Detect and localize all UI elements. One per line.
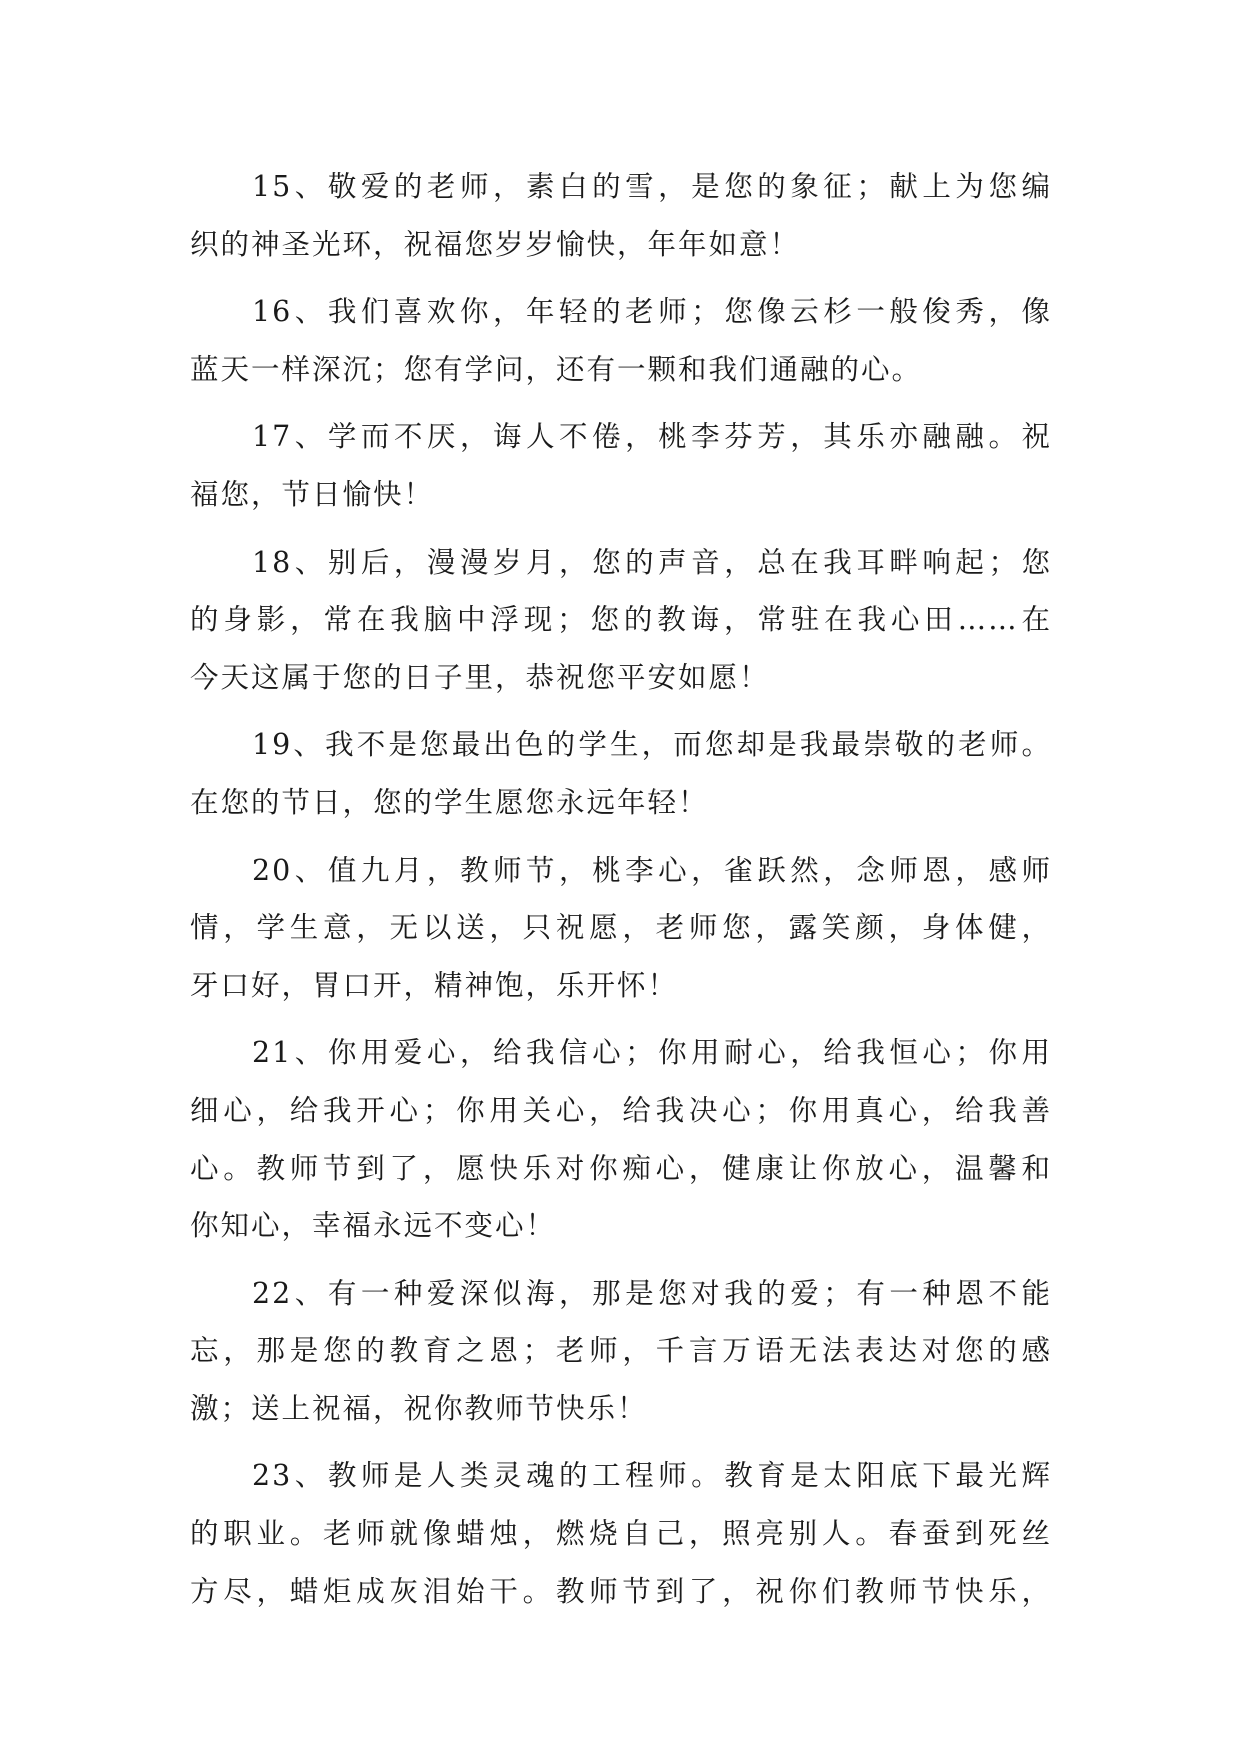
paragraph-18 — [190, 534, 1052, 707]
paragraph-line: 17、学而不厌，诲人不倦，桃李芬芳，其乐亦融融。祝 — [252, 420, 1052, 454]
paragraph-line: 细心，给我开心；你用关心，给我决心；你用真心，给我善 — [190, 1093, 1052, 1127]
paragraph-line: 方尽，蜡炬成灰泪始干。教师节到了，祝你们教师节快乐， — [190, 1574, 1052, 1608]
paragraph-line: 22、有一种爱深似海，那是您对我的爱；有一种恩不能 — [252, 1276, 1052, 1310]
paragraph-line: 心。教师节到了，愿快乐对你痴心，健康让你放心，温馨和 — [190, 1151, 1052, 1185]
paragraph-line: 的身影，常在我脑中浮现；您的教诲，常驻在我心田……在 — [190, 603, 1052, 637]
paragraph-line: 忘，那是您的教育之恩；老师，千言万语无法表达对您的感 — [190, 1334, 1052, 1368]
paragraph-line: 15、敬爱的老师，素白的雪，是您的象征；献上为您编 — [252, 170, 1052, 203]
paragraph-line: 织的神圣光环，祝福您岁岁愉快，年年如意！ — [190, 227, 801, 261]
document-body — [190, 158, 1052, 1630]
paragraph-15 — [190, 158, 1052, 273]
paragraph-line: 18、别后，漫漫岁月，您的声音，总在我耳畔响起；您 — [252, 545, 1052, 579]
paragraph-21 — [190, 1024, 1052, 1254]
paragraph-line: 福您，节日愉快！ — [190, 477, 435, 511]
paragraph-line: 情，学生意，无以送，只祝愿，老师您，露笑颜，身体健， — [190, 911, 1052, 945]
paragraph-line: 激；送上祝福，祝你教师节快乐！ — [190, 1391, 648, 1425]
paragraph-20 — [190, 842, 1052, 1015]
paragraph-line: 19、我不是您最出色的学生，而您却是我最崇敬的老师。 — [252, 728, 1052, 762]
paragraph-line: 你知心，幸福永远不变心！ — [190, 1209, 557, 1243]
paragraph-line: 在您的节日，您的学生愿您永远年轻！ — [190, 785, 709, 819]
paragraph-line: 的职业。老师就像蜡烛，燃烧自己，照亮别人。春蚕到死丝 — [190, 1517, 1052, 1551]
paragraph-line: 23、教师是人类灵魂的工程师。教育是太阳底下最光辉 — [252, 1459, 1052, 1493]
paragraph-22 — [190, 1265, 1052, 1438]
paragraph-line: 牙口好，胃口开，精神饱，乐开怀！ — [190, 968, 679, 1002]
paragraph-line: 20、值九月，教师节，桃李心，雀跃然，念师恩，感师 — [252, 853, 1052, 887]
paragraph-23 — [190, 1447, 1052, 1620]
paragraph-16 — [190, 283, 1052, 398]
paragraph-17 — [190, 408, 1052, 523]
paragraph-19 — [190, 716, 1052, 831]
paragraph-line: 蓝天一样深沉；您有学问，还有一颗和我们通融的心。 — [190, 352, 923, 386]
paragraph-line: 今天这属于您的日子里，恭祝您平安如愿！ — [190, 660, 770, 694]
paragraph-line: 21、你用爱心，给我信心；你用耐心，给我恒心；你用 — [252, 1036, 1052, 1070]
paragraph-line: 16、我们喜欢你，年轻的老师；您像云杉一般俊秀，像 — [252, 295, 1052, 329]
